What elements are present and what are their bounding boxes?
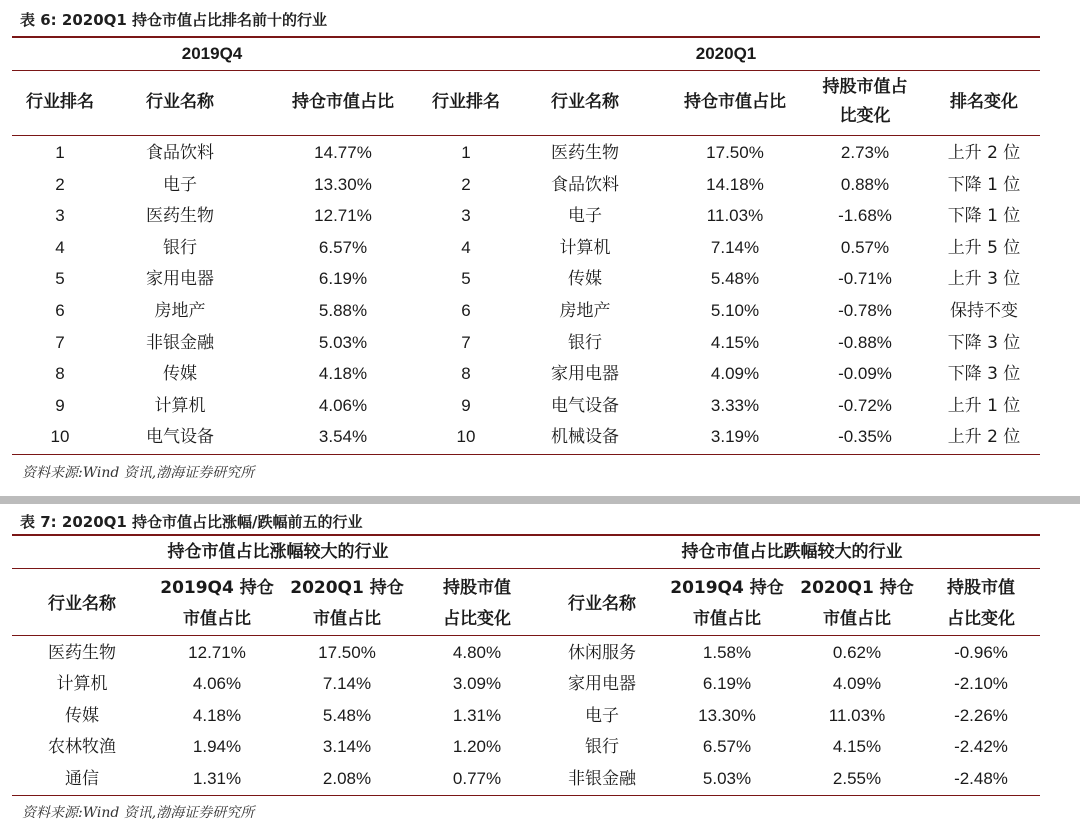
group-header-2019q4: 2019Q4 <box>181 44 243 63</box>
table-cell: 1 <box>461 143 471 162</box>
table-cell: 11.03% <box>828 706 886 725</box>
table-cell: 6.57% <box>702 737 752 756</box>
table-cell: 计算机 <box>56 674 108 694</box>
table-cell: 1.31% <box>192 769 242 788</box>
group-header-2020q1: 2020Q1 <box>695 44 757 63</box>
table-cell: 5.88% <box>318 301 368 320</box>
table-cell: 5.10% <box>710 301 760 320</box>
q4-header-line1: 2019Q4 持仓 <box>670 578 784 598</box>
table-cell: 7 <box>55 333 65 352</box>
rank-2019-header: 行业排名 <box>26 92 94 112</box>
table-7-bottom-rule <box>12 795 1040 796</box>
share-2020-header: 持仓市值占比 <box>684 92 786 112</box>
table-cell: 下降 3 位 <box>947 364 1021 384</box>
table-7-group-rule <box>12 568 1040 569</box>
table-6-source: 资料来源:Wind 资讯,渤海证券研究所 <box>22 465 255 481</box>
table-cell: 银行 <box>568 333 602 353</box>
table-cell: 13.30% <box>698 706 756 725</box>
table-cell: 10 <box>50 427 70 446</box>
table-cell: 计算机 <box>154 396 206 416</box>
table-cell: 17.50% <box>706 143 764 162</box>
table-cell: 4.15% <box>832 737 882 756</box>
table-cell: 12.71% <box>188 643 246 662</box>
change-header-line2: 占比变化 <box>443 609 511 629</box>
rank-change-header: 排名变化 <box>950 92 1018 112</box>
table-cell: 6 <box>55 301 65 320</box>
table-cell: 1.31% <box>452 706 502 725</box>
table-cell: 2.55% <box>832 769 882 788</box>
table-cell: 4.06% <box>318 396 368 415</box>
industry-name-header-up: 行业名称 <box>48 594 116 614</box>
table-cell: 家用电器 <box>551 364 619 384</box>
table-cell: 传媒 <box>568 269 602 289</box>
table-cell: 食品饮料 <box>551 175 619 195</box>
table-cell: 电气设备 <box>146 427 214 447</box>
table-cell: 3 <box>461 206 471 225</box>
table-cell: 12.71% <box>314 206 372 225</box>
table-cell: 3.19% <box>710 427 760 446</box>
table-cell: 0.88% <box>840 175 890 194</box>
table-cell: 7 <box>461 333 471 352</box>
table-cell: -2.48% <box>954 769 1008 788</box>
table-cell: 上升 2 位 <box>947 143 1021 163</box>
table-cell: -0.78% <box>838 301 892 320</box>
table-cell: 9 <box>461 396 471 415</box>
table-cell: 11.03% <box>706 206 764 225</box>
table-cell: 8 <box>461 364 471 383</box>
rank-2020-header: 行业排名 <box>432 92 500 112</box>
table-cell: 4.15% <box>710 333 760 352</box>
table-cell: 下降 1 位 <box>947 206 1021 226</box>
table-7-top-rule <box>12 534 1040 536</box>
table-6-caption: 表 6: 2020Q1 持仓市值占比排名前十的行业 <box>20 11 328 29</box>
change-header-line2: 占比变化 <box>947 609 1015 629</box>
table-cell: 上升 3 位 <box>947 269 1021 289</box>
table-cell: 3 <box>55 206 65 225</box>
table-cell: 电子 <box>163 175 197 195</box>
table-cell: 上升 2 位 <box>947 427 1021 447</box>
change-header-line1: 持股市值 <box>947 578 1015 598</box>
table-cell: 17.50% <box>318 643 376 662</box>
table-cell: 电子 <box>585 706 619 726</box>
table-7-header-rule <box>12 635 1040 636</box>
share-2019-header: 持仓市值占比 <box>292 92 394 112</box>
table-cell: 5 <box>461 269 471 288</box>
q4-header-line2: 市值占比 <box>693 609 761 629</box>
table-6-group-rule <box>12 70 1040 71</box>
table-cell: 4.18% <box>192 706 242 725</box>
table-cell: 0.57% <box>840 238 890 257</box>
table-cell: 4.18% <box>318 364 368 383</box>
table-cell: 8 <box>55 364 65 383</box>
table-cell: 食品饮料 <box>146 143 214 163</box>
change-header-line1: 持股市值 <box>443 578 511 598</box>
table-cell: 6 <box>461 301 471 320</box>
table-cell: 下降 1 位 <box>947 175 1021 195</box>
q1-header-line1: 2020Q1 持仓 <box>290 578 404 598</box>
table-cell: 2 <box>55 175 65 194</box>
section-divider <box>0 496 1080 504</box>
table-cell: 上升 5 位 <box>947 238 1021 258</box>
table-cell: 0.62% <box>832 643 882 662</box>
table-cell: 3.09% <box>452 674 502 693</box>
table-cell: 9 <box>55 396 65 415</box>
table-cell: 14.77% <box>314 143 372 162</box>
table-cell: 4 <box>461 238 471 257</box>
table-cell: 5.48% <box>322 706 372 725</box>
table-cell: -0.72% <box>838 396 892 415</box>
table-7-caption: 表 7: 2020Q1 持仓市值占比涨幅/跌幅前五的行业 <box>20 513 363 531</box>
table-cell: -0.96% <box>954 643 1008 662</box>
table-cell: 医药生物 <box>48 643 116 663</box>
table-6-header-rule <box>12 135 1040 136</box>
table-cell: -1.68% <box>838 206 892 225</box>
table-cell: 1.58% <box>702 643 752 662</box>
table-7-source: 资料来源:Wind 资讯,渤海证券研究所 <box>22 805 255 821</box>
table-cell: 非银金融 <box>568 769 636 789</box>
table-cell: -2.10% <box>954 674 1008 693</box>
q1-header-line2: 市值占比 <box>313 609 381 629</box>
q4-header-line2: 市值占比 <box>183 609 251 629</box>
table-cell: 非银金融 <box>146 333 214 353</box>
table-cell: 2.08% <box>322 769 372 788</box>
table-cell: 5 <box>55 269 65 288</box>
table-cell: 家用电器 <box>146 269 214 289</box>
table-cell: 1 <box>55 143 65 162</box>
table-6-top-rule <box>12 36 1040 38</box>
q1-header-line1: 2020Q1 持仓 <box>800 578 914 598</box>
table-cell: 6.57% <box>318 238 368 257</box>
table-cell: 医药生物 <box>551 143 619 163</box>
table-cell: 家用电器 <box>568 674 636 694</box>
q1-header-line2: 市值占比 <box>823 609 891 629</box>
name-2019-header: 行业名称 <box>146 92 214 112</box>
table-cell: 下降 3 位 <box>947 333 1021 353</box>
group-header-decrease: 持仓市值占比跌幅较大的行业 <box>681 542 903 562</box>
table-6-bottom-rule <box>12 454 1040 455</box>
table-cell: 2 <box>461 175 471 194</box>
change-header-line2: 比变化 <box>839 106 891 126</box>
table-cell: -0.88% <box>838 333 892 352</box>
table-cell: 7.14% <box>322 674 372 693</box>
table-cell: 13.30% <box>314 175 372 194</box>
table-cell: 4 <box>55 238 65 257</box>
table-cell: 房地产 <box>154 301 206 321</box>
table-cell: -2.26% <box>954 706 1008 725</box>
table-cell: 3.14% <box>322 737 372 756</box>
table-cell: -0.71% <box>838 269 892 288</box>
table-cell: 休闲服务 <box>568 643 636 663</box>
table-cell: 4.06% <box>192 674 242 693</box>
table-cell: 3.54% <box>318 427 368 446</box>
table-cell: 5.03% <box>318 333 368 352</box>
table-cell: 3.33% <box>710 396 760 415</box>
table-cell: 10 <box>456 427 476 446</box>
table-cell: -0.09% <box>838 364 892 383</box>
table-cell: 6.19% <box>702 674 752 693</box>
table-cell: 传媒 <box>163 364 197 384</box>
industry-name-header-down: 行业名称 <box>568 594 636 614</box>
table-cell: 14.18% <box>706 175 764 194</box>
table-cell: 上升 1 位 <box>947 396 1021 416</box>
table-7-section <box>0 504 1080 831</box>
table-cell: -2.42% <box>954 737 1008 756</box>
table-cell: 电子 <box>568 206 602 226</box>
table-cell: 4.09% <box>832 674 882 693</box>
table-cell: 电气设备 <box>551 396 619 416</box>
table-cell: 农林牧渔 <box>48 737 116 757</box>
table-cell: 通信 <box>65 769 99 789</box>
table-cell: 0.77% <box>452 769 502 788</box>
table-cell: 1.94% <box>192 737 242 756</box>
table-cell: 1.20% <box>452 737 502 756</box>
table-cell: 机械设备 <box>551 427 619 447</box>
table-cell: 银行 <box>163 238 197 258</box>
table-cell: 银行 <box>585 737 619 757</box>
table-cell: 5.03% <box>702 769 752 788</box>
name-2020-header: 行业名称 <box>551 92 619 112</box>
group-header-increase: 持仓市值占比涨幅较大的行业 <box>167 542 389 562</box>
table-cell: 2.73% <box>840 143 890 162</box>
table-cell: 计算机 <box>559 238 611 258</box>
change-header-line1: 持股市值占 <box>822 77 908 97</box>
table-cell: -0.35% <box>838 427 892 446</box>
table-cell: 房地产 <box>559 301 611 321</box>
table-cell: 6.19% <box>318 269 368 288</box>
table-cell: 保持不变 <box>950 301 1018 321</box>
table-cell: 传媒 <box>65 706 99 726</box>
table-cell: 5.48% <box>710 269 760 288</box>
table-cell: 7.14% <box>710 238 760 257</box>
table-cell: 4.80% <box>452 643 502 662</box>
q4-header-line1: 2019Q4 持仓 <box>160 578 274 598</box>
table-cell: 医药生物 <box>146 206 214 226</box>
table-cell: 4.09% <box>710 364 760 383</box>
